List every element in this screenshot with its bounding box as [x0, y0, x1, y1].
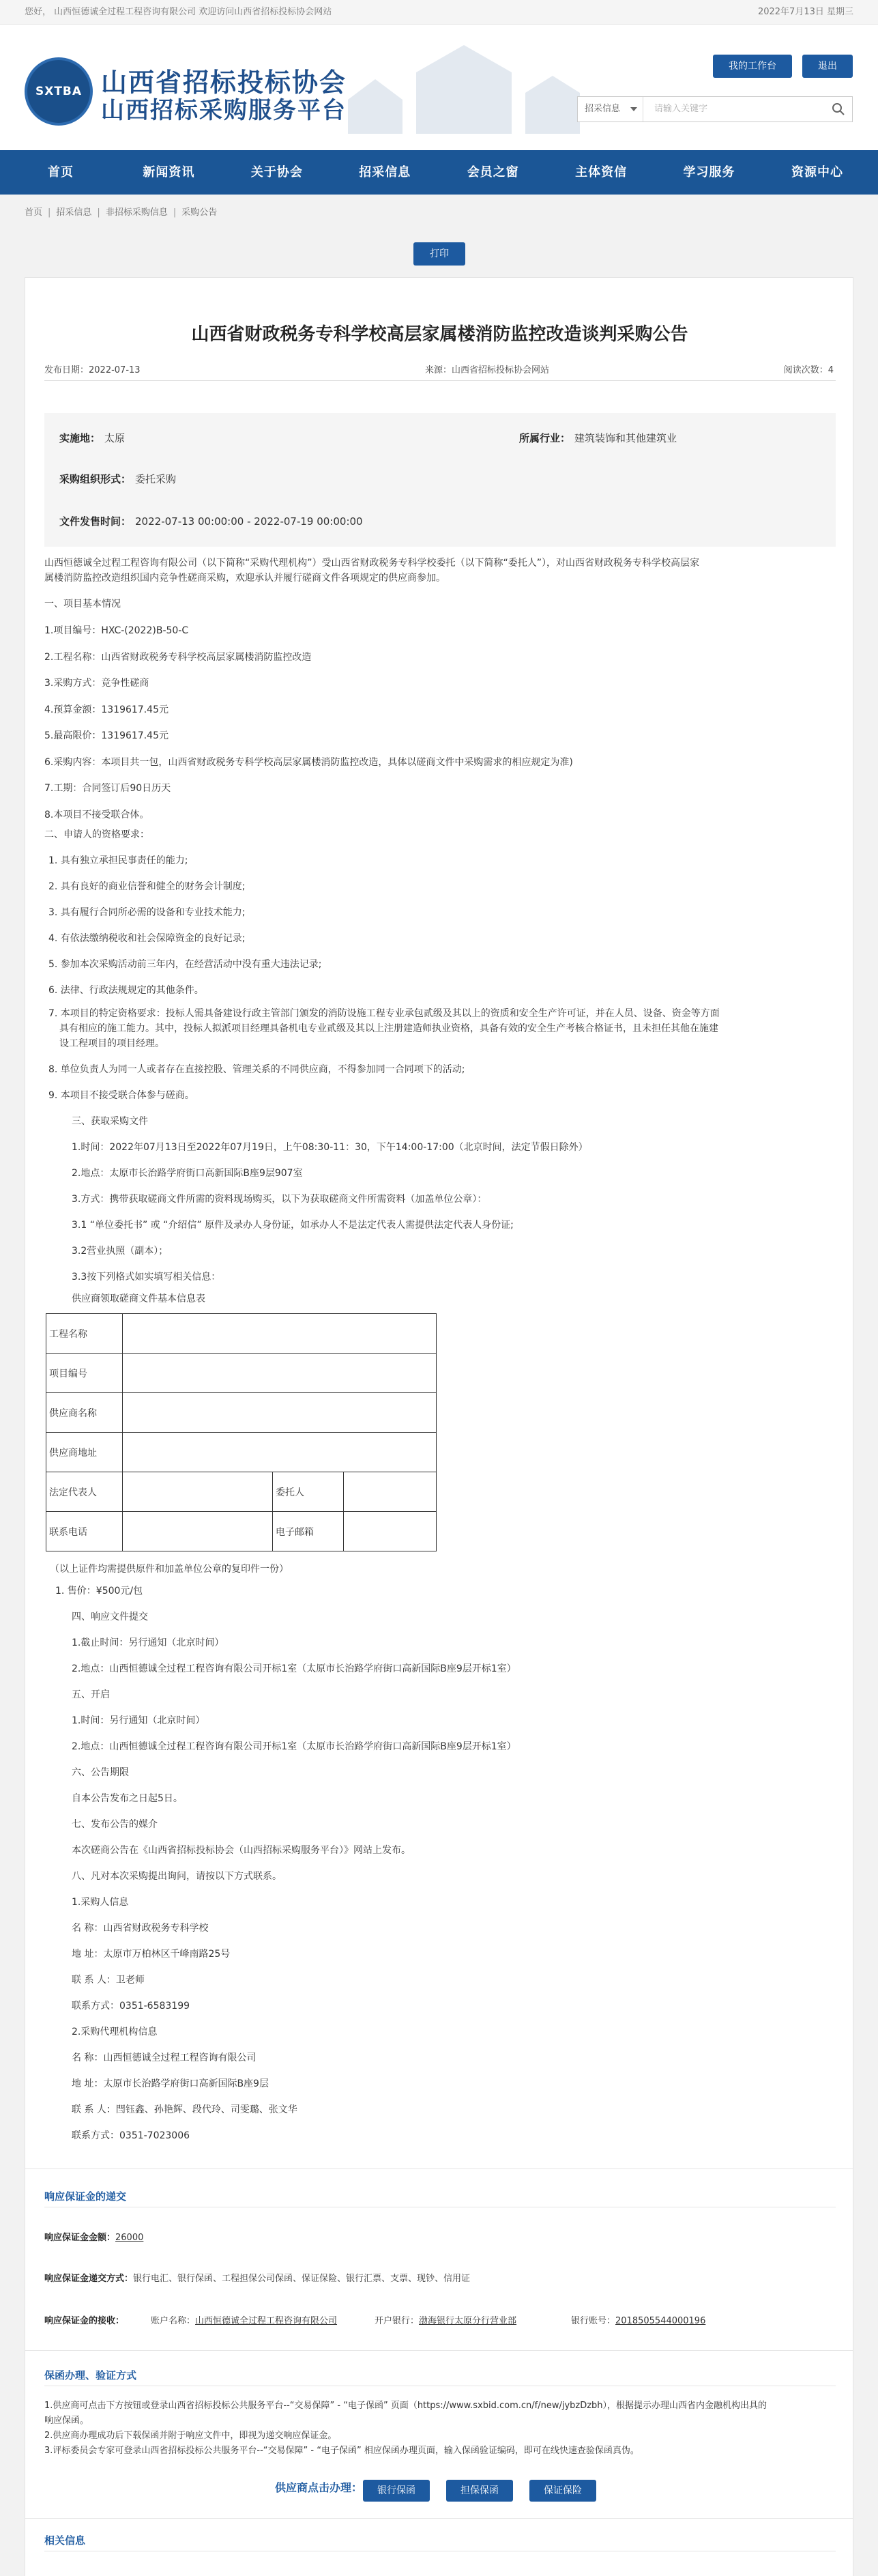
divider — [44, 380, 836, 381]
section-3-heading: 三、获取采购文件 — [72, 1116, 148, 1127]
print-button[interactable]: 打印 — [413, 242, 465, 266]
section-1-heading: 一、项目基本情况 — [44, 599, 121, 610]
table-cell — [123, 1512, 273, 1551]
section-5-heading: 五、开启 — [72, 1689, 110, 1700]
deposit-heading: 响应保证金的递交 — [44, 2190, 127, 2203]
table-label: 联系电话 — [46, 1512, 123, 1551]
divider — [25, 2350, 853, 2351]
table-label: 供应商名称 — [46, 1393, 123, 1433]
search-input[interactable]: 请输入关键字 — [654, 104, 708, 114]
table-cell — [344, 1512, 437, 1551]
info-box — [44, 413, 836, 547]
table-caption: 供应商领取磋商文件基本信息表 — [72, 1293, 205, 1304]
publish-date: 发布日期：2022-07-13 — [44, 365, 141, 375]
obtain-place: 2.地点：太原市长治路学府街口高新国际B座9层907室 — [72, 1168, 303, 1179]
top-bar — [0, 0, 878, 25]
table-cell — [344, 1472, 437, 1512]
purchaser-phone: 联系方式：0351-6583199 — [72, 2001, 190, 2012]
logo-abbr: SXTBA — [35, 85, 83, 98]
section-4-heading: 四、响应文件提交 — [72, 1612, 148, 1622]
copy-note: （以上证件均需提供原件和加盖单位公章的复印件一份） — [50, 1564, 289, 1575]
qualification-7-line-3: 设工程项目的项目经理。 — [59, 1038, 164, 1049]
breadcrumb-non-tender[interactable]: 非招标采购信息 — [105, 207, 168, 218]
guarantee-step-3: 3.评标委员会专家可登录山西省招标投标公共服务平台--“交易保障” - “电子保函” 相应保函办理页面，输入保函验证编码，即可在线快速查验保函真伪。 — [44, 2446, 639, 2456]
purchaser-name: 名 称：山西省财政税务专科学校 — [72, 1923, 209, 1934]
search-icon[interactable] — [832, 102, 845, 116]
table-row — [46, 1393, 437, 1433]
procurement-method: 3.采购方式：竞争性磋商 — [44, 678, 149, 689]
agency-address: 地 址：太原市长治路学府街口高新国际B座9层 — [72, 2078, 269, 2089]
org-label: 采购组织形式： — [59, 473, 132, 485]
table-label: 法定代表人 — [46, 1472, 123, 1512]
nav-item-learning[interactable]: 学习服务 — [683, 165, 735, 180]
location-value: 太原 — [104, 432, 126, 444]
chevron-down-icon — [630, 107, 637, 111]
account-name: 山西恒德诚全过程工程咨询有限公司 — [195, 2316, 338, 2326]
sale-price: 1. 售价：¥500元/包 — [55, 1586, 143, 1597]
procurement-content: 6.采购内容：本项目共一包，山西省财政税务专科学校高层家属楼消防监控改造，具体以磋商文件中采购需求的相应规定为准) — [44, 757, 573, 768]
search-category-select[interactable] — [578, 97, 643, 121]
nav-item-members[interactable]: 会员之窗 — [467, 165, 519, 180]
table-label: 工程名称 — [46, 1314, 123, 1354]
qualification-3: 3. 具有履行合同所必需的设备和专业技术能力; — [48, 907, 246, 918]
section-2-heading: 二、申请人的资格要求： — [44, 829, 149, 840]
table-label: 电子邮箱 — [273, 1512, 344, 1551]
budget-amount: 4.预算金额：1319617.45元 — [44, 704, 169, 715]
sale-time-value: 2022-07-13 00:00:00 - 2022-07-19 00:00:00 — [135, 515, 363, 528]
industry-label: 所属行业： — [519, 432, 571, 444]
opening-time: 1.时间：另行通知（北京时间） — [72, 1715, 205, 1726]
related-heading: 相关信息 — [44, 2534, 86, 2547]
nav-item-about[interactable]: 关于协会 — [250, 165, 303, 180]
guarantee-step-2: 2.供应商办理成功后下载保函并附于响应文件中，即视为递交响应保证金。 — [44, 2431, 337, 2441]
qualification-7-line-1: 7. 本项目的特定资格要求：投标人需具备建设行政主管部门颁发的消防设施工程专业承包贰级及其以上的资质和安全生产许可证，并在人员、设备、资金等方面 — [48, 1008, 720, 1019]
sale-time-label: 文件发售时间： — [59, 515, 132, 528]
opening-place: 2.地点：山西恒德诚全过程工程咨询有限公司开标1室（太原市长治路学府街口高新国际B座9层开标1室） — [72, 1741, 516, 1752]
site-header — [0, 25, 878, 150]
project-name: 2.工程名称：山西省财政税务专科学校高层家属楼消防监控改造 — [44, 652, 312, 663]
nav-item-news[interactable]: 新闻资讯 — [143, 165, 195, 180]
intro-line-2: 属楼消防监控改造组织国内竞争性磋商采购，欢迎承认并履行磋商文件各项规定的供应商参加。 — [44, 573, 445, 584]
search-box — [577, 96, 853, 122]
nav-item-resources[interactable]: 资源中心 — [791, 165, 843, 180]
logo-emblem[interactable] — [25, 57, 93, 126]
workbench-button[interactable]: 我的工作台 — [713, 55, 792, 78]
qualification-7-line-2: 具有相应的施工能力。其中，投标人拟派项目经理具备机电专业贰级及其以上注册建造师执业资格，具备有效的安全生产考核合格证书，且未担任其他在施建 — [59, 1023, 718, 1034]
page-title: 山西省财政税务专科学校高层家属楼消防监控改造谈判采购公告 — [191, 324, 688, 345]
deposit-account-label: 响应保证金的接收： — [44, 2316, 125, 2326]
qualification-4: 4. 有依法缴纳税收和社会保障资金的良好记录; — [48, 933, 246, 944]
table-label: 委托人 — [273, 1472, 344, 1512]
guarantee-heading: 保函办理、验证方式 — [44, 2369, 137, 2381]
nav-item-credit[interactable]: 主体资信 — [575, 165, 628, 180]
section-7-heading: 七、发布公告的媒介 — [72, 1819, 158, 1830]
deposit-amount: 26000 — [115, 2233, 144, 2243]
project-number: 1.项目编号：HXC-(2022)B-50-C — [44, 625, 189, 636]
duration: 7.工期：合同签订后90日历天 — [44, 783, 171, 794]
table-row — [46, 1472, 437, 1512]
obtain-time: 1.时间：2022年07月13日至2022年07月19日，上午08:30-11：30，下午14:00-17:00（北京时间，法定节假日除外） — [72, 1142, 588, 1153]
announcement-period: 自本公告发布之日起5日。 — [72, 1793, 183, 1804]
section-8-heading: 八、凡对本次采购提出询问，请按以下方式联系。 — [72, 1871, 282, 1882]
deposit-methods: 银行电汇、银行保函、工程担保公司保函、保证保险、银行汇票、支票、现钞、信用证 — [133, 2274, 471, 2284]
article-panel — [25, 277, 853, 2576]
handle-label: 供应商点击办理： — [275, 2481, 363, 2494]
intro-line-1: 山西恒德诚全过程工程咨询有限公司（以下简称“采购代理机构”）受山西省财政税务专科学校委托（以下简称“委托人”），对山西省财政税务专科学校高层家 — [44, 558, 700, 569]
submit-place: 2.地点：山西恒德诚全过程工程咨询有限公司开标1室（太原市长治路学府街口高新国际B座9层开标1室） — [72, 1663, 516, 1674]
breadcrumb-home[interactable]: 首页 — [25, 207, 43, 218]
account-number: 2018505544000196 — [615, 2316, 706, 2326]
required-doc-1: 3.1 “单位委托书” 或 “介绍信” 原件及录办人身份证，如承办人不是法定代表人需提供法定代表人身份证; — [72, 1220, 514, 1231]
table-row — [46, 1314, 437, 1354]
main-nav — [0, 150, 878, 195]
breadcrumb-current: 采购公告 — [181, 207, 218, 218]
submit-deadline: 1.截止时间：另行通知（北京时间） — [72, 1637, 224, 1648]
required-doc-3: 3.3按下列格式如实填写相关信息： — [72, 1272, 221, 1283]
welcome-text: 您好， 山西恒德诚全过程工程咨询有限公司 欢迎访问山西省招标投标协会网站 — [25, 7, 332, 17]
location-label: 实施地： — [59, 432, 101, 444]
account-no-label: 银行账号： — [571, 2316, 616, 2326]
qualification-1: 1. 具有独立承担民事责任的能力; — [48, 855, 188, 866]
agency-heading: 2.采购代理机构信息 — [72, 2027, 158, 2037]
table-cell — [123, 1314, 437, 1354]
site-title: 山西省招标投标协会 — [101, 67, 347, 98]
qualification-8: 8. 单位负责人为同一人或者存在直接控股、管理关系的不同供应商，不得参加同一合同项下的活动; — [48, 1064, 465, 1075]
purchaser-heading: 1.采购人信息 — [72, 1897, 129, 1908]
qualification-5: 5. 参加本次采购活动前三年内，在经营活动中没有重大违法记录; — [48, 959, 322, 970]
current-date: 2022年7月13日 星期三 — [757, 7, 853, 17]
nav-item-procurement[interactable]: 招采信息 — [359, 165, 411, 180]
purchaser-contact: 联 系 人：卫老师 — [72, 1975, 145, 1986]
table-cell — [123, 1472, 273, 1512]
site-subtitle: 山西招标采购服务平台 — [101, 97, 347, 124]
search-category-value: 招采信息 — [585, 104, 621, 114]
required-doc-2: 3.2营业执照（副本）； — [72, 1246, 169, 1257]
divider — [25, 2518, 853, 2519]
table-label: 项目编号 — [46, 1354, 123, 1393]
agency-contact: 联 系 人：閆钰鑫、孙艳辉、段代玲、司雯璐、张文华 — [72, 2104, 297, 2115]
breadcrumb: 首页 | 招采信息 | 非招标采购信息 | 采购公告 — [25, 207, 218, 218]
table-cell — [123, 1393, 437, 1433]
nav-item-home[interactable]: 首页 — [48, 165, 74, 180]
qualification-2: 2. 具有良好的商业信誉和健全的财务会计制度; — [48, 881, 246, 892]
bank-label: 开户银行： — [375, 2316, 420, 2326]
view-count: 阅读次数：4 — [783, 365, 834, 375]
table-row — [46, 1354, 437, 1393]
table-label: 供应商地址 — [46, 1433, 123, 1472]
deposit-methods-label: 响应保证金递交方式： — [44, 2274, 134, 2284]
qualification-9: 9. 本项目不接受联合体参与磋商。 — [48, 1090, 194, 1101]
deposit-amount-label: 响应保证金金额： — [44, 2233, 116, 2243]
max-price: 5.最高限价：1319617.45元 — [44, 730, 169, 741]
bank-name: 渤海银行太原分行营业部 — [419, 2316, 517, 2326]
table-cell — [123, 1354, 437, 1393]
agency-phone: 联系方式：0351-7023006 — [72, 2130, 190, 2141]
section-6-heading: 六、公告期限 — [72, 1767, 129, 1778]
obtain-method: 3.方式：携带获取磋商文件所需的资料现场购买，以下为获取磋商文件所需资料（加盖单位公章）： — [72, 1194, 487, 1205]
industry-value: 建筑装饰和其他建筑业 — [574, 432, 677, 444]
guarantee-step-1: 1.供应商可点击下方按钮或登录山西省招标投标公共服务平台--“交易保障” - “电子保函” 页面（https://www.sxbid.com.cn/f/new/jybzDzbh），根据提示办理山西省内金融机构出具的 — [44, 2401, 767, 2411]
surety-guarantee-button[interactable]: 担保保函 — [446, 2480, 513, 2502]
breadcrumb-procurement[interactable]: 招采信息 — [56, 207, 92, 218]
logout-button[interactable]: 退出 — [802, 55, 853, 78]
account-name-label: 账户名称： — [151, 2316, 196, 2326]
table-row — [46, 1512, 437, 1551]
building-watermark-icon — [321, 38, 607, 141]
qualification-6: 6. 法律、行政法规规定的其他条件。 — [48, 985, 204, 996]
purchaser-address: 地 址：太原市万柏林区千峰南路25号 — [72, 1949, 231, 1960]
guarantee-step-1-cont: 响应保函。 — [44, 2416, 89, 2426]
insurance-guarantee-button[interactable]: 保证保险 — [529, 2480, 596, 2502]
bank-guarantee-button[interactable]: 银行保函 — [363, 2480, 430, 2502]
table-row — [46, 1433, 437, 1472]
agency-name: 名 称：山西恒德诚全过程工程咨询有限公司 — [72, 2052, 257, 2063]
table-cell — [123, 1433, 437, 1472]
supplier-info-table — [46, 1313, 437, 1551]
article-source: 来源：山西省招标投标协会网站 — [425, 365, 550, 375]
media-text: 本次磋商公告在《山西省招标投标协会（山西招标采购服务平台）》网站上发布。 — [72, 1845, 411, 1856]
no-consortium: 8.本项目不接受联合体。 — [44, 810, 149, 820]
org-value: 委托采购 — [135, 473, 177, 485]
